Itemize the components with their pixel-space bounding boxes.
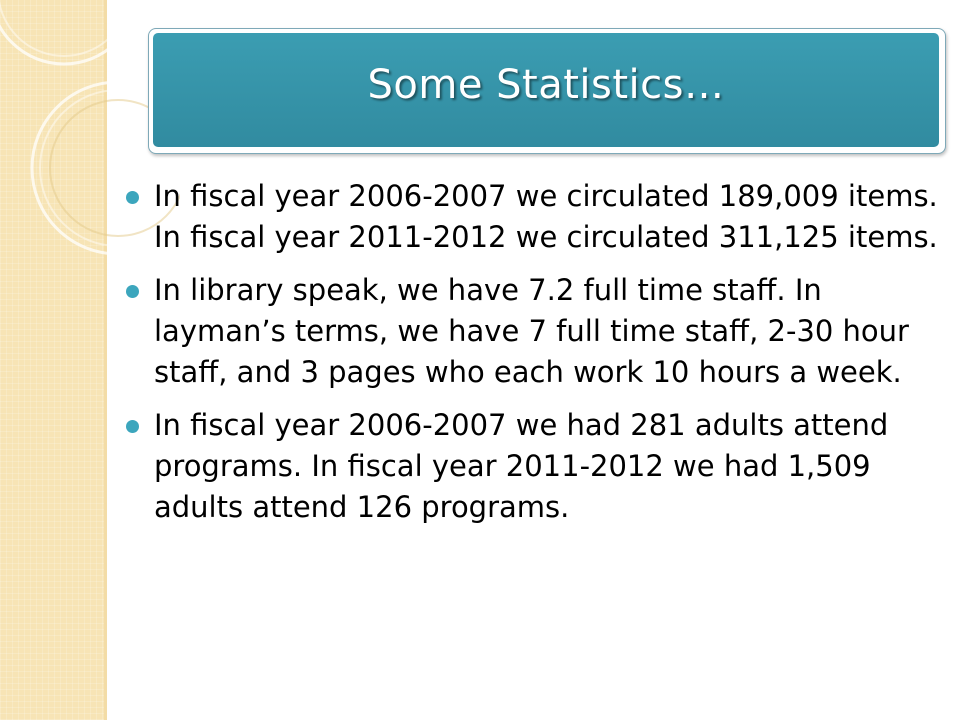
bullet-item-staff (120, 270, 940, 393)
bullet-list (120, 176, 940, 540)
bullet-text: In library speak, we have 7.2 full time staff. In layman’s terms, we have 7 full time staff, 2-30 hour staff, and 3 pages who each work 10 hours a week. (154, 273, 909, 389)
bullet-dot-icon (126, 420, 139, 433)
bullet-text: In fiscal year 2006-2007 we circulated 189,009 items. In fiscal year 2011-2012 we circulated 311,125 items. (154, 179, 938, 254)
bullet-item-programs (120, 405, 940, 528)
slide-title: Some Statistics… (367, 62, 725, 108)
bullet-item-circulation (120, 176, 940, 258)
bullet-dot-icon (126, 191, 139, 204)
bullet-dot-icon (126, 285, 139, 298)
bullet-text: In fiscal year 2006-2007 we had 281 adults attend programs. In fiscal year 2011-2012 we had 1,509 adults attend 126 programs. (154, 408, 889, 524)
title-banner (153, 33, 939, 147)
